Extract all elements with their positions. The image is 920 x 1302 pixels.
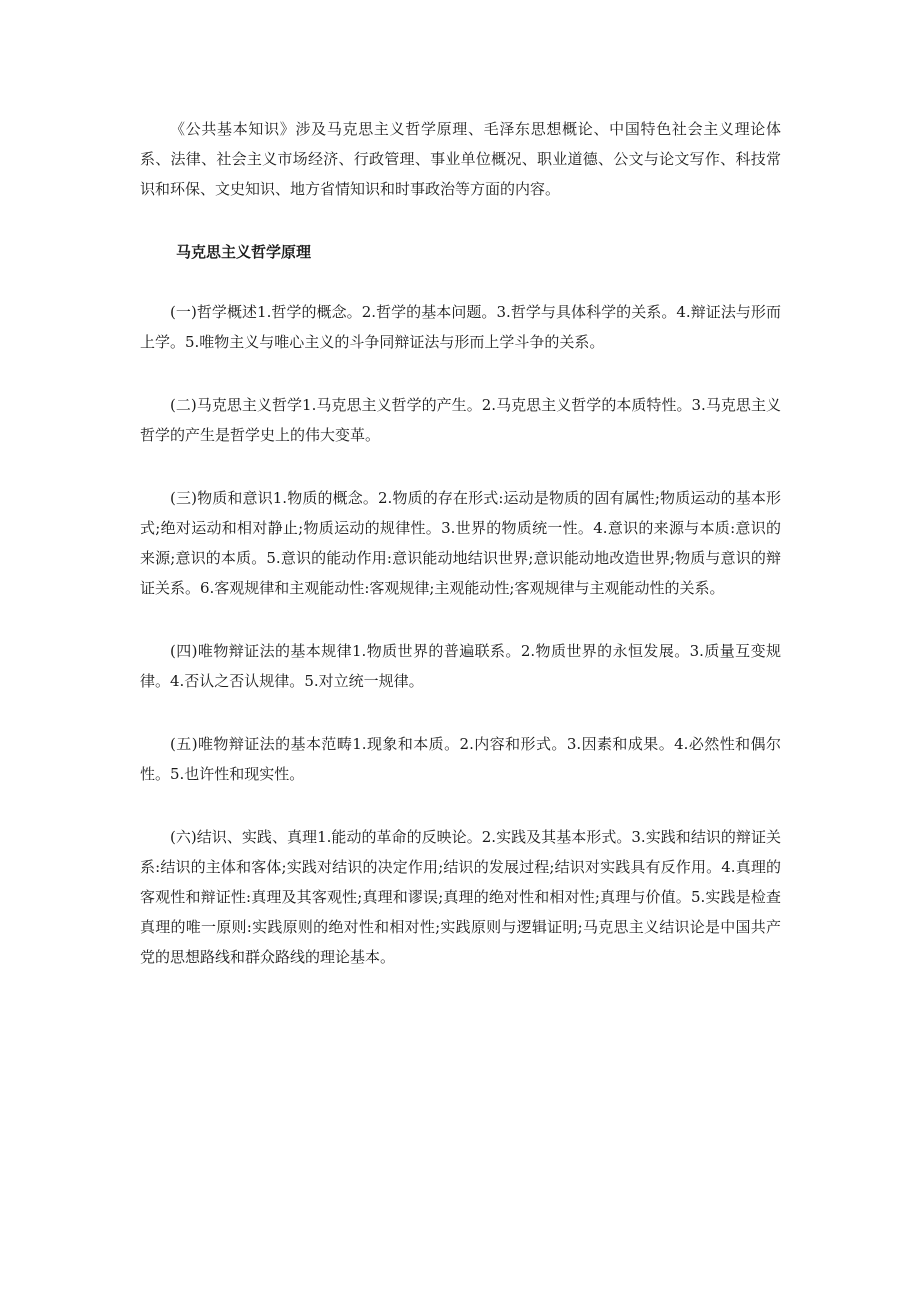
intro-paragraph: 《公共基本知识》涉及马克思主义哲学原理、毛泽东思想概论、中国特色社会主义理论体系、法律、社会主义市场经济、行政管理、事业单位概况、职业道德、公文与论文写作、科技常识和环保、文史知识、地方省情知识和时事政治等方面的内容。 — [140, 120, 781, 198]
section-paragraph-6: (六)结识、实践、真理1.能动的革命的反映论。2.实践及其基本形式。3.实践和结识的辩证关系:结识的主体和客体;实践对结识的决定作用;结识的发展过程;结识对实践具有反作用。4.真理的客观性和辩证性:真理及其客观性;真理和谬误;真理的绝对性和相对性;真理与价值。5.实践是检查真理的唯一原则:实践原则的绝对性和相对性;实践原则与逻辑证明;马克思主义结识论是中国共产党的思想路线和群众路线的理论基本。 — [140, 828, 781, 966]
section-paragraph-4: (四)唯物辩证法的基本规律1.物质世界的普遍联系。2.物质世界的永恒发展。3.质量互变规律。4.否认之否认规律。5.对立统一规律。 — [140, 642, 781, 690]
section-paragraph-1: (一)哲学概述1.哲学的概念。2.哲学的基本问题。3.哲学与具体科学的关系。4.辩证法与形而上学。5.唯物主义与唯心主义的斗争同辩证法与形而上学斗争的关系。 — [140, 303, 781, 351]
section-paragraph-3: (三)物质和意识1.物质的概念。2.物质的存在形式:运动是物质的固有属性;物质运动的基本形式;绝对运动和相对静止;物质运动的规律性。3.世界的物质统一性。4.意识的来源与本质:意识的来源;意识的本质。5.意识的能动作用:意识能动地结识世界;意识能动地改造世界;物质与意识的辩证关系。6.客观规律和主观能动性:客观规律;主观能动性;客观规律与主观能动性的关系。 — [140, 489, 781, 597]
section-heading: 马克思主义哲学原理 — [176, 243, 312, 261]
document-page — [140, 114, 781, 1005]
section-paragraph-2: (二)马克思主义哲学1.马克思主义哲学的产生。2.马克思主义哲学的本质特性。3.马克思主义哲学的产生是哲学史上的伟大变革。 — [140, 396, 781, 444]
section-paragraph-5: (五)唯物辩证法的基本范畴1.现象和本质。2.内容和形式。3.因素和成果。4.必然性和偶尔性。5.也许性和现实性。 — [140, 735, 781, 783]
